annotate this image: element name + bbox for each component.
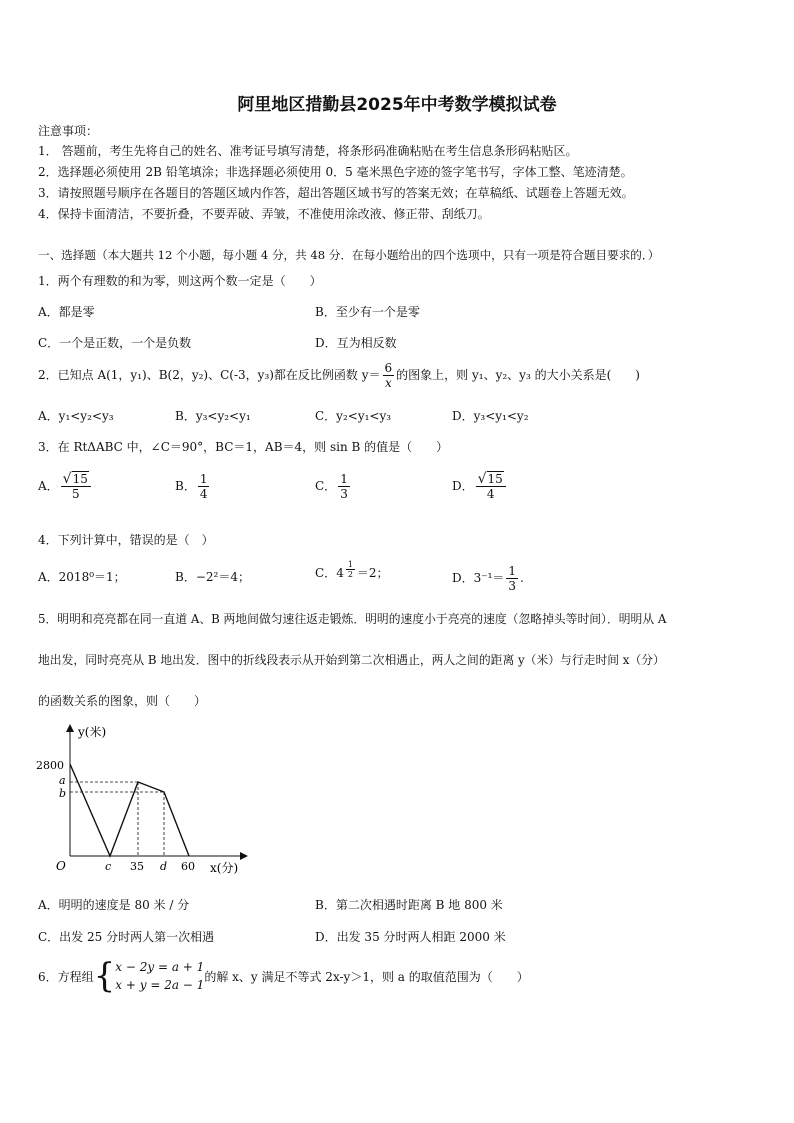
q3-d-radicand: 15: [487, 472, 503, 486]
q5-option-c: C．出发 25 分时两人第一次相遇: [38, 930, 215, 944]
q4-d-label: D．3⁻¹＝: [452, 571, 505, 585]
x-axis-label: x(分): [210, 861, 239, 875]
q2-fraction: [383, 361, 395, 390]
q2-stem-post: 的图象上，则 y₁、y₂、y₃ 的大小关系是( ): [396, 368, 640, 382]
notice-item-2: 2．选择题必须使用 2B 铅笔填涂；非选择题必须使用 0．5 毫米黑色字迹的签字笔书写，字体工整、笔迹清楚。: [38, 165, 633, 179]
q3-b-den: 4: [199, 487, 208, 501]
q3-option-c: [315, 472, 352, 501]
q3-d-den: 4: [486, 487, 495, 501]
x-tick-c: c: [105, 860, 112, 873]
x-tick-60: 60: [181, 860, 195, 873]
q4-c-base: 4: [336, 566, 344, 580]
q3-stem: 3．在 RtΔABC 中，∠C＝90°，BC＝1，AB＝4，则 sin B 的值是（ ）: [38, 440, 449, 454]
q4-d-tail: .: [520, 571, 524, 585]
q4-option-c: [315, 560, 389, 581]
y-axis-label: y(米): [78, 725, 107, 739]
q5-stem-line3: 的函数关系的图象，则（ ）: [38, 694, 207, 708]
q6-stem-pre: 6．方程组: [38, 969, 94, 984]
q4-d-frac: [506, 564, 518, 593]
q1-stem: 1．两个有理数的和为零，则这两个数一定是（ ）: [38, 274, 322, 288]
q3-option-a: [38, 472, 93, 501]
q3-c-den: 3: [340, 487, 348, 501]
q1-option-d: D．互为相反数: [315, 336, 397, 350]
equation-system: [115, 958, 204, 994]
q4-c-exponent: [346, 560, 355, 579]
q3-option-b: [175, 472, 211, 501]
section-heading: 一、选择题（本大题共 12 个小题，每小题 4 分，共 48 分．在每小题给出的四个选项中，只有一项是符合题目要求的．）: [38, 248, 660, 262]
q3-a-den: 5: [71, 487, 80, 501]
q1-option-b: B．至少有一个是零: [315, 305, 420, 319]
notice-heading: 注意事项：: [38, 124, 99, 138]
q3-c-num: 1: [340, 472, 348, 486]
q5-option-a: A．明明的速度是 80 米 / 分: [38, 898, 190, 912]
q3-a-label: A．: [38, 479, 59, 493]
q4-c-label: C．: [315, 566, 337, 580]
origin-label: O: [56, 859, 66, 873]
q5-stem-line2: 地出发，同时亮亮从 B 地出发．图中的折线段表示从开始到第二次相遇止，两人之间的距离 y（米）与行走时间 x（分）: [38, 653, 665, 667]
q5-stem-line1: 5．明明和亮亮都在同一直道 A、B 两地间做匀速往返走锻炼．明明的速度小于亮亮的速度（忽略掉头等时间）．明明从 A: [38, 612, 667, 626]
q2-option-c: C．y₂<y₁<y₃: [315, 409, 392, 423]
q4-c-exp-num: 1: [347, 560, 353, 569]
distance-polyline: [70, 764, 189, 856]
q1-option-a: A．都是零: [38, 305, 95, 319]
q5-option-b: B．第二次相遇时距离 B 地 800 米: [315, 898, 503, 912]
q3-a-frac: [61, 472, 91, 501]
q4-d-num: 1: [508, 564, 517, 578]
notice-item-1: 1． 答题前，考生先将自己的姓名、准考证号填写清楚，将条形码准确粘贴在考生信息条形码粘贴区。: [38, 144, 578, 158]
notice-item-4: 4．保持卡面清洁，不要折叠，不要弄破、弄皱，不准使用涂改液、修正带、刮纸刀。: [38, 207, 490, 221]
y-tick-2800: 2800: [36, 759, 64, 772]
q3-d-num: √15: [476, 472, 506, 487]
q4-option-a: A．2018⁰＝1；: [38, 570, 126, 584]
q5-graph: [34, 720, 254, 880]
q6-stem: [38, 958, 529, 994]
x-tick-35: 35: [130, 860, 144, 873]
q4-c-tail: ＝2；: [356, 566, 389, 580]
q6-stem-post: 的解 x、y 满足不等式 2x-y＞1，则 a 的取值范围为（ ）: [204, 969, 529, 984]
q1-option-c: C．一个是正数，一个是负数: [38, 336, 192, 350]
q3-b-num: 1: [199, 472, 208, 486]
q3-a-num: √15: [61, 472, 91, 487]
y-tick-b: b: [59, 787, 67, 800]
q3-d-frac: [476, 472, 506, 501]
q2-frac-den: x: [384, 376, 392, 390]
q4-d-den: 3: [508, 579, 517, 593]
q3-a-radicand: 15: [72, 472, 88, 486]
q4-c-exp-den: 2: [347, 570, 353, 579]
notice-item-3: 3．请按照题号顺序在各题目的答题区域内作答，超出答题区域书写的答案无效；在草稿纸、试题卷上答题无效。: [38, 186, 634, 200]
q2-option-a: A．y₁<y₂<y₃: [38, 409, 114, 423]
q5-option-d: D．出发 35 分时两人相距 2000 米: [315, 930, 506, 944]
system-brace: {: [93, 956, 116, 996]
q6-equation-2: x + y = 2a − 1: [115, 978, 205, 992]
q3-d-label: D．: [452, 479, 474, 493]
q2-stem-pre: 2．已知点 A(1，y₁)、B(2，y₂)、C(-3，y₃)都在反比例函数 y＝: [38, 368, 381, 382]
q3-c-frac: [338, 472, 350, 501]
q4-option-d: [452, 564, 524, 593]
q2-option-d: D．y₃<y₁<y₂: [452, 409, 529, 423]
page-title: 阿里地区措勤县2025年中考数学模拟试卷: [237, 95, 557, 115]
q4-stem: 4．下列计算中，错误的是（ ）: [38, 533, 214, 547]
q6-equation-1: x − 2y = a + 1: [115, 960, 205, 974]
x-tick-d: d: [160, 860, 168, 873]
q3-b-frac: [198, 472, 210, 501]
q2-stem: [38, 361, 640, 390]
q3-b-label: B．: [175, 479, 196, 493]
q2-frac-num: 6: [384, 361, 393, 375]
q2-option-b: B．y₃<y₂<y₁: [175, 409, 251, 423]
q4-option-b: B．−2²＝4；: [175, 570, 250, 584]
q3-c-label: C．: [315, 479, 337, 493]
q3-option-d: [452, 472, 508, 501]
y-tick-a: a: [59, 774, 66, 787]
